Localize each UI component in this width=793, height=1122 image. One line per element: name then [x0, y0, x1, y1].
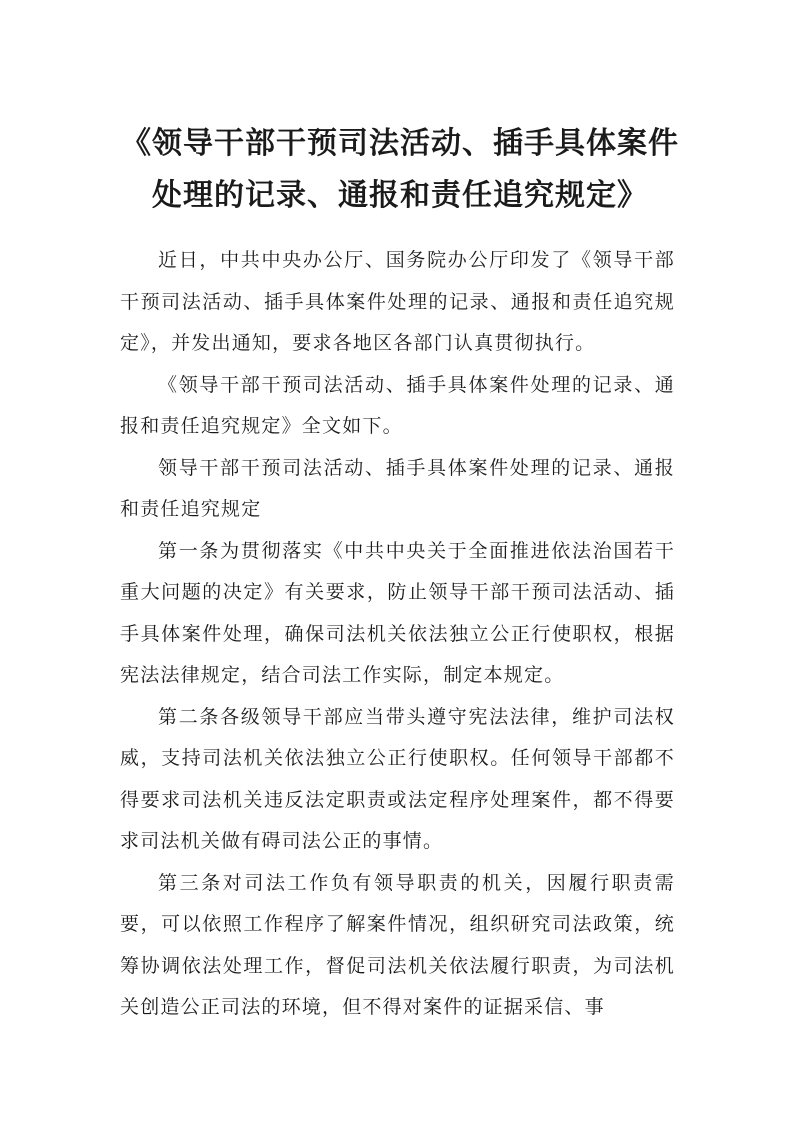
document-body — [120, 240, 675, 1029]
paragraph-article-3: 第三条对司法工作负有领导职责的机关，因履行职责需要，可以依照工作程序了解案件情况，组织研究司法政策，统筹协调依法处理工作，督促司法机关依法履行职责，为司法机关创造公正司法的环境，但不得对案件的证据采信、事 — [120, 871, 675, 1018]
paragraph-fulltext-note: 《领导干部干预司法活动、插手具体案件处理的记录、通报和责任追究规定》全文如下。 — [120, 373, 675, 437]
paragraph-article-2: 第二条各级领导干部应当带头遵守宪法法律，维护司法权威，支持司法机关依法独立公正行使职权。任何领导干部都不得要求司法机关违反法定职责或法定程序处理案件，都不得要求司法机关做有碍司法公正的事情。 — [120, 705, 675, 852]
paragraph-intro: 近日，中共中央办公厅、国务院办公厅印发了《领导干部干预司法活动、插手具体案件处理的记录、通报和责任追究规定》，并发出通知，要求各地区各部门认真贯彻执行。 — [120, 249, 675, 354]
paragraph-regulation-heading: 领导干部干预司法活动、插手具体案件处理的记录、通报和责任追究规定 — [120, 456, 675, 520]
document-title: 《领导干部干预司法活动、插手具体案件处理的记录、通报和责任追究规定》 — [121, 126, 679, 213]
paragraph-article-1: 第一条为贯彻落实《中共中央关于全面推进依法治国若干重大问题的决定》有关要求，防止领导干部干预司法活动、插手具体案件处理，确保司法机关依法独立公正行使职权，根据宪法法律规定，结合司法工作实际，制定本规定。 — [120, 539, 675, 686]
